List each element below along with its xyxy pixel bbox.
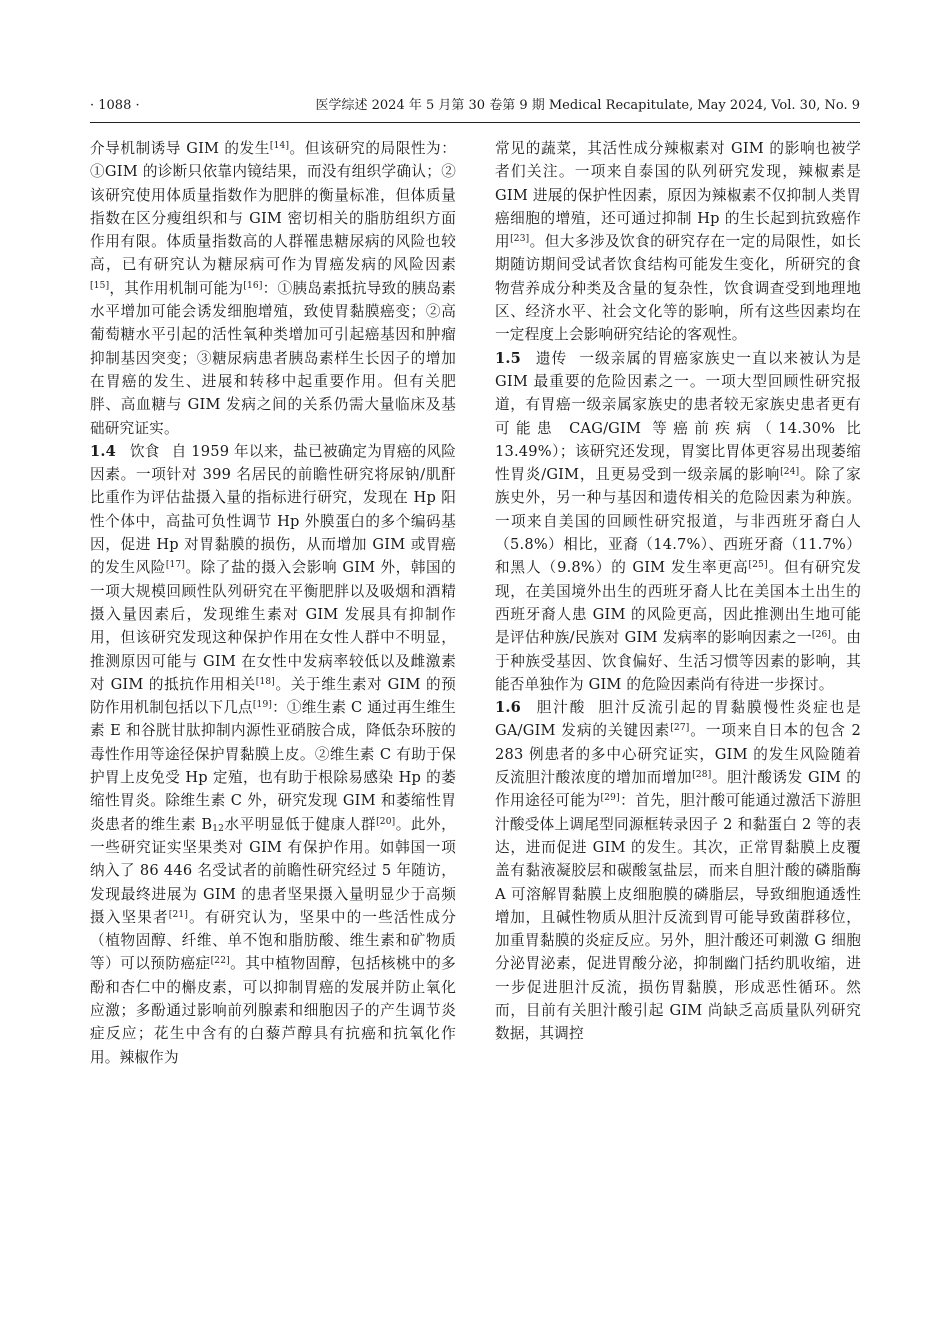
section-number: 1.6 <box>495 699 521 717</box>
text-segment: 。除了家族史外，另一种与基因和遗传相关的危险因素为种族。一项来自美国的回顾性研究报道，与非西班牙裔白人（5.8%）相比，亚裔（14.7%）、西班牙裔（11.7%）和黑人（9.8%）的 GIM 发生率更高 <box>495 466 861 577</box>
running-header <box>90 94 860 123</box>
text-segment: 。但有研究发现，在美国境外出生的西班牙裔人比在美国本土出生的西班牙裔人患 GIM 的风险更高，因此推测出生地可能是评估种族/民族对 GIM 发病率的影响因素之一 <box>495 559 861 647</box>
text-segment: 一级亲属的胃癌家族史一直以来被认为是 GIM 最重要的危险因素之一。一项大型回顾性研究报道，有胃癌一级亲属家族史的患者较无家族史患者更有可能患 CAG/GIM 等癌前疾病（14.30% 比 13.49%）；该研究还发现，胃窦比胃体更容易出现萎缩性胃炎/GIM，且更易受到一级亲属的影响 <box>495 349 861 484</box>
section-1-5-genetics <box>495 347 861 696</box>
citation-ref: [28] <box>692 770 712 781</box>
citation-ref: [27] <box>670 723 690 734</box>
citation-ref: [21] <box>168 909 189 920</box>
citation-ref: [25] <box>748 560 768 571</box>
citation-ref: [24] <box>780 467 800 478</box>
text-segment: 。但大多涉及饮食的研究存在一定的局限性，如长期随访期间受试者饮食结构可能发生变化，所研究的食物营养成分种类及含量的复杂性，饮食调查受到地理地区、经济水平、社会文化等的影响，所有这些因素均在一定程度上会影响研究结论的客观性。 <box>495 233 861 344</box>
section-title: 胆汁酸 <box>535 699 587 717</box>
text-segment: 胆汁反流引起的胃黏膜慢性炎症也是 GA/GIM 发病的关键因素 <box>495 699 861 740</box>
section-1-4-diet <box>90 440 456 1069</box>
text-segment: 。关于维生素对 GIM 的预防作用机制包括以下几点 <box>90 675 457 717</box>
subscript: 12 <box>212 823 225 834</box>
right-column <box>495 137 861 1046</box>
text-segment: 水平明显低于健康人群 <box>224 815 377 833</box>
text-segment: 。由于种族受基因、饮食偏好、生活习惯等因素的影响，其能否单独作为 GIM 的危险因素尚有待进一步探讨。 <box>495 629 861 693</box>
paragraph-capsaicin <box>495 137 861 347</box>
section-title: 饮食 <box>130 442 160 460</box>
text-segment: 。其中植物固醇，包括核桃中的多酚和杏仁中的槲皮素，可以抑制胃癌的发展并防止氧化应激；多酚通过影响前列腺素和细胞因子的产生调节炎症反应；花生中含有的白藜芦醇具有抗癌和抗氧化作用。辣椒作为 <box>90 955 456 1066</box>
text-segment: 。一项来自日本的包含 2 283 例患者的多中心研究证实，GIM 的发生风险随着反流胆汁酸浓度的增加而增加 <box>495 722 862 787</box>
citation-ref: [29] <box>600 793 620 804</box>
section-1-6-bile-acid <box>495 696 861 1045</box>
citation-ref: [22] <box>210 956 230 967</box>
citation-ref: [20] <box>376 816 396 827</box>
citation-ref: [26] <box>811 630 832 641</box>
journal-citation: 医学综述 2024 年 5 月第 30 卷第 9 期 Medical Recapitulate, May 2024, Vol. 30, No. 9 <box>315 98 860 113</box>
text-segment: ：首先，胆汁酸可能通过激活下游胆汁酸受体上调尾型同源框转录因子 2 和黏蛋白 2 等的表达，进而促进 GIM 的发生。其次，正常胃黏膜上皮覆盖有黏液凝胶层和碳酸氢盐层，而来自胆汁酸的磷脂酶 A 可溶解胃黏膜上皮细胞膜的磷脂层，导致细胞通透性增加，且碱性物质从胆汁反流到胃可能导致菌群移位，加重胃黏膜的炎症反应。另外，胆汁酸还可刺激 G 细胞分泌胃泌素，促进胃酸分泌，抑制幽门括约肌收缩，进一步促进胆汁反流，损伤胃黏膜，形成恶性循环。然而，目前有关胆汁酸引起 GIM 尚缺乏高质量队列研究数据，其调控 <box>495 792 862 1043</box>
text-segment: ：①胰岛素抵抗导致的胰岛素水平增加可能会诱发细胞增殖，致使胃黏膜癌变；②高葡萄糖水平引起的活性氧种类增加可引起癌基因和肿瘤抑制基因突变；③糖尿病患者胰岛素样生长因子的增加在胃癌的发生、进展和转移中起重要作用。但有关肥胖、高血糖与 GIM 发病之间的关系仍需大量临床及基础研究证实。 <box>90 279 456 437</box>
text-segment: 。此外，一些研究证实坚果类对 GIM 有保护作用。如韩国一项纳入了 86 446 名受试者的前瞻性研究经过 5 年随访，发现最终进展为 GIM 的患者坚果摄入量明显少于高频摄入坚果者 <box>90 815 456 926</box>
text-segment: 。胆汁酸诱发 GIM 的作用途径可能为 <box>495 769 862 810</box>
left-column <box>90 137 456 1069</box>
section-number: 1.5 <box>495 349 521 367</box>
citation-ref: [14] <box>269 141 290 151</box>
text-segment: 介导机制诱导 GIM 的发生 <box>90 140 270 157</box>
text-segment: 。但该研究的局限性为：①GIM 的诊断只依靠内镜结果，而没有组织学确认；②该研究使用体质量指数作为肥胖的衡量标准，但体质量指数在区分瘦组织和与 GIM 密切相关的脂肪组织方面作用有限。体质量指数高的人群罹患糖尿病的风险也较高，已有研究认为糖尿病可作为胃癌发病的风险因素 <box>90 140 456 274</box>
text-segment: 常见的蔬菜，其活性成分辣椒素对 GIM 的影响也被学者们关注。一项来自泰国的队列研究发现，辣椒素是 GIM 进展的保护性因素，原因为辣椒素不仅抑制人类胃癌细胞的增殖，还可通过抑制 Hp 的生长起到抗致癌作用 <box>495 140 861 251</box>
page-number: · 1088 · <box>90 98 140 113</box>
paragraph-obesity-diabetes <box>90 137 456 440</box>
citation-ref: [23] <box>510 234 530 245</box>
citation-ref: [17] <box>165 560 186 571</box>
text-segment: 自 1959 年以来，盐已被确定为胃癌的风险因素。一项针对 399 名居民的前瞻性研究将尿钠/肌酐比重作为评估盐摄入量的指标进行研究，发现在 Hp 阳性个体中，高盐可负性调节 Hp 外膜蛋白的多个编码基因，促进 Hp 对胃黏膜的损伤，从而增加 GIM 或胃癌的发生风险 <box>90 442 456 577</box>
text-segment: 。有研究认为，坚果中的一些活性成分（植物固醇、纤维、单不饱和脂肪酸、维生素和矿物质等）可以预防癌症 <box>90 908 456 973</box>
citation-ref: [18] <box>255 676 276 687</box>
section-title: 遗传 <box>535 349 568 367</box>
text-segment: ：①维生素 C 通过再生维生素 E 和谷胱甘肽抑制内源性亚硝胺合成，降低杂环胺的毒性作用等途径保护胃黏膜上皮。②维生素 C 有助于保护胃上皮免受 Hp 定殖，也有助于根除易感染 Hp 的萎缩性胃炎。除维生素 C 外，研究发现 GIM 和萎缩性胃炎患者的维生素 B <box>90 699 456 833</box>
citation-ref: [19] <box>252 700 273 711</box>
citation-ref: [15] <box>90 280 110 291</box>
text-segment: ，其作用机制可能为 <box>109 279 244 297</box>
text-segment: 。除了盐的摄入会影响 GIM 外，韩国的一项大规模回顾性队列研究在平衡肥胖以及吸烟和酒精摄入量因素后，发现维生素对 GIM 发展具有抑制作用，但该研究发现这种保护作用在女性人群中不明显，推测原因可能与 GIM 在女性中发病率较低以及雌激素对 GIM 的抵抗作用相关 <box>90 559 456 693</box>
citation-ref: [16] <box>243 280 263 291</box>
section-number: 1.4 <box>90 442 116 460</box>
